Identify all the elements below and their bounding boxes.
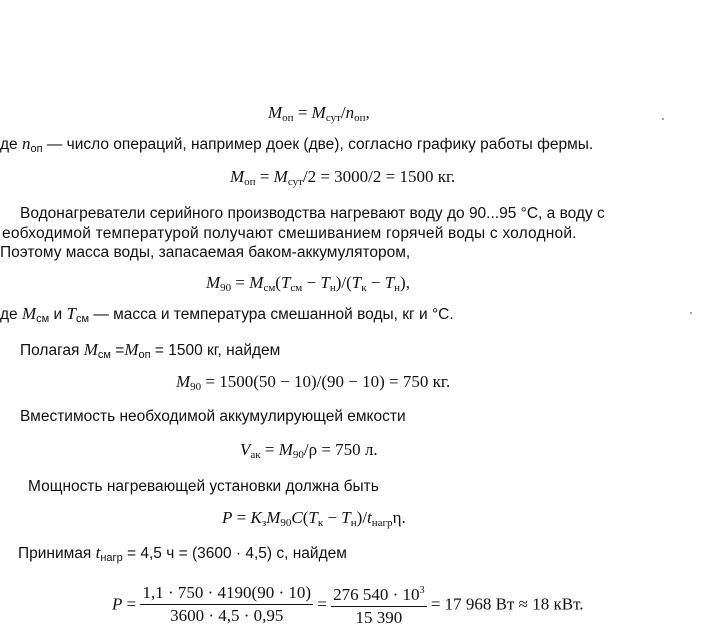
paragraph-line-2: еобходимой температурой получают смешиванием горячей воды с холодной. [2,225,577,242]
scan-speck [662,118,664,120]
formula-power-value: P = $\frac{1,1 \cdot 750 \cdot 4190(90 \cdot 10)}{3600 \cdot 4,5 \cdot 0,95}$ = $\frac{276 540 \cdot 10^3}{15 390}$ = 17 968 Вт ≈ 18 кВт. [112,583,584,627]
fraction-1: $\frac{1,1 \cdot 750 \cdot 4190(90 \cdot 10)}{3600 \cdot 4,5 \cdot 0,95}$ [142,583,312,625]
fraction-2: $\frac{276 540 \cdot 10^3}{15 390}$ [331,581,426,628]
formula-m-op: $M_{оп} = M_{сут}/n_{оп}$, [268,103,370,124]
text-where-m-sm: де $M_{см}$ и $T_{см}$ — масса и температура смешанной воды, кг и °С. [0,304,454,325]
formula-m-op-value: $M_{оп} = M_{сут}/2 = 3000/2 = 1500$ кг. [230,167,456,188]
paragraph-line-3: Поэтому масса воды, запасаемая баком-аккумулятором, [0,244,411,261]
text-where-n-op: де $n_{оп}$ — число операций, например доек (две), согласно графику работы фермы. [0,134,594,155]
text-power: Мощность нагревающей установки должна быть [28,478,379,495]
paragraph-line-1: Водонагреватели серийного производства нагревают воду до 90...95 °С, а воду с [20,205,605,222]
formula-m-90: $M_{90} = M_{см}(T_{см} - T_н)/(T_к - T_н)$, [206,273,410,294]
text-assuming: Полагая $M_{см} =M_{оп} = 1500$ кг, найдем [20,340,281,361]
text-capacity: Вместимость необходимой аккумулирующей емкости [20,408,406,425]
formula-power: $P = K_зM_{90}C(T_к - T_н)/t_{нагр}\eta$. [222,508,406,529]
formula-m-90-value: $M_{90} = 1500(50 - 10)/(90 - 10) = 750$ кг. [176,372,451,393]
scan-speck [690,312,692,314]
text-taking: Принимая $t_{нагр} = 4,5$ ч = (3600 · 4,5) с, найдем [18,543,347,564]
formula-v-ak: $V_{ак} = M_{90}/\rho = 750$ л. [240,440,378,461]
